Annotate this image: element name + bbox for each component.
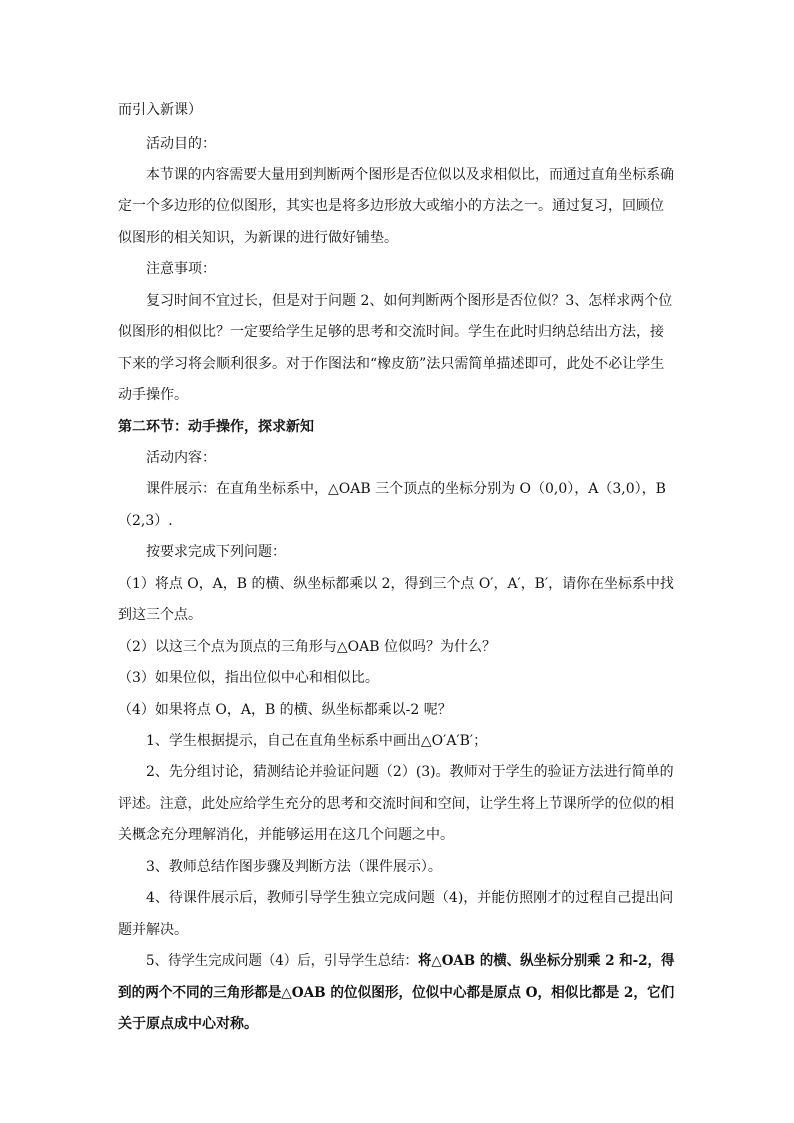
step-5: 5、待学生完成问题（4）后，引导学生总结：将△OAB 的横、纵坐标分别乘 2 和-2，得	[146, 953, 675, 969]
text-line: （2,3）.	[118, 513, 173, 529]
text-line: 按要求完成下列问题：	[146, 544, 286, 560]
text-line: 课件展示：在直角坐标系中，△OAB 三个顶点的坐标分别为 O（0,0），A（3,0），B	[146, 481, 666, 497]
text-line: 题并解决。	[118, 922, 188, 938]
text-line: 而引入新课）	[118, 102, 202, 118]
section-heading: 第二环节：动手操作，探求新知	[118, 419, 314, 435]
section-label-activity-content: 活动内容：	[146, 450, 216, 466]
question-4: （4）如果将点 O，A，B 的横、纵坐标都乘以-2 呢？	[118, 702, 452, 718]
step-1: 1、学生根据提示，自己在直角坐标系中画出△O′A′B′；	[146, 733, 488, 749]
section-label-notes: 注意事项：	[146, 261, 216, 277]
section-label-activity-goal: 活动目的：	[146, 136, 216, 152]
conclusion-line: 到的两个不同的三角形都是△OAB 的位似图形，位似中心都是原点 O，相似比都是 2，它们	[118, 985, 675, 1001]
step-4: 4、待课件展示后，教师引导学生独立完成问题（4)，并能仿照刚才的过程自己提出问	[146, 890, 674, 906]
text-line: 下来的学习将会顺利很多。对于作图法和“橡皮筋”法只需简单描述即可，此处不必让学生	[118, 356, 665, 372]
text-line: 到这三个点。	[118, 607, 202, 623]
text-line: 复习时间不宜过长，但是对于问题 2、如何判断两个图形是否位似？3、怎样求两个位	[146, 293, 673, 309]
text-line: 评述。注意，此处应给学生充分的思考和交流时间和空间，让学生将上节课所学的位似的相	[118, 796, 674, 812]
text-line: 似图形的相关知识，为新课的进行做好铺垫。	[118, 230, 398, 246]
question-1: （1）将点 O，A，B 的横、纵坐标都乘以 2，得到三个点 O′，A′，B′，请你在坐标系中找	[118, 576, 674, 592]
conclusion-bold: 将△OAB 的横、纵坐标分别乘 2 和-2，得	[417, 953, 675, 969]
step-3: 3、教师总结作图步骤及判断方法（课件展示）。	[146, 859, 442, 875]
text-line: 本节课的内容需要大量用到判断两个图形是否位似以及求相似比，而通过直角坐标系确	[146, 167, 674, 183]
question-2: （2）以这三个点为顶点的三角形与△OAB 位似吗？为什么？	[118, 639, 496, 655]
conclusion-line: 关于原点成中心对称。	[118, 1016, 258, 1032]
step-2: 2、先分组讨论，猜测结论并验证问题（2）(3)。教师对于学生的验证方法进行简单的	[146, 764, 674, 780]
text-line: 关概念充分理解消化，并能够运用在这几个问题之中。	[118, 827, 454, 843]
text-line: 似图形的相似比？一定要给学生足够的思考和交流时间。学生在此时归纳总结出方法，接	[118, 324, 664, 340]
text-line: 定一个多边形的位似图形，其实也是将多边形放大或缩小的方法之一。通过复习，回顾位	[118, 198, 664, 214]
question-3: （3）如果位似，指出位似中心和相似比。	[118, 670, 379, 686]
text-line: 动手操作。	[118, 387, 188, 403]
